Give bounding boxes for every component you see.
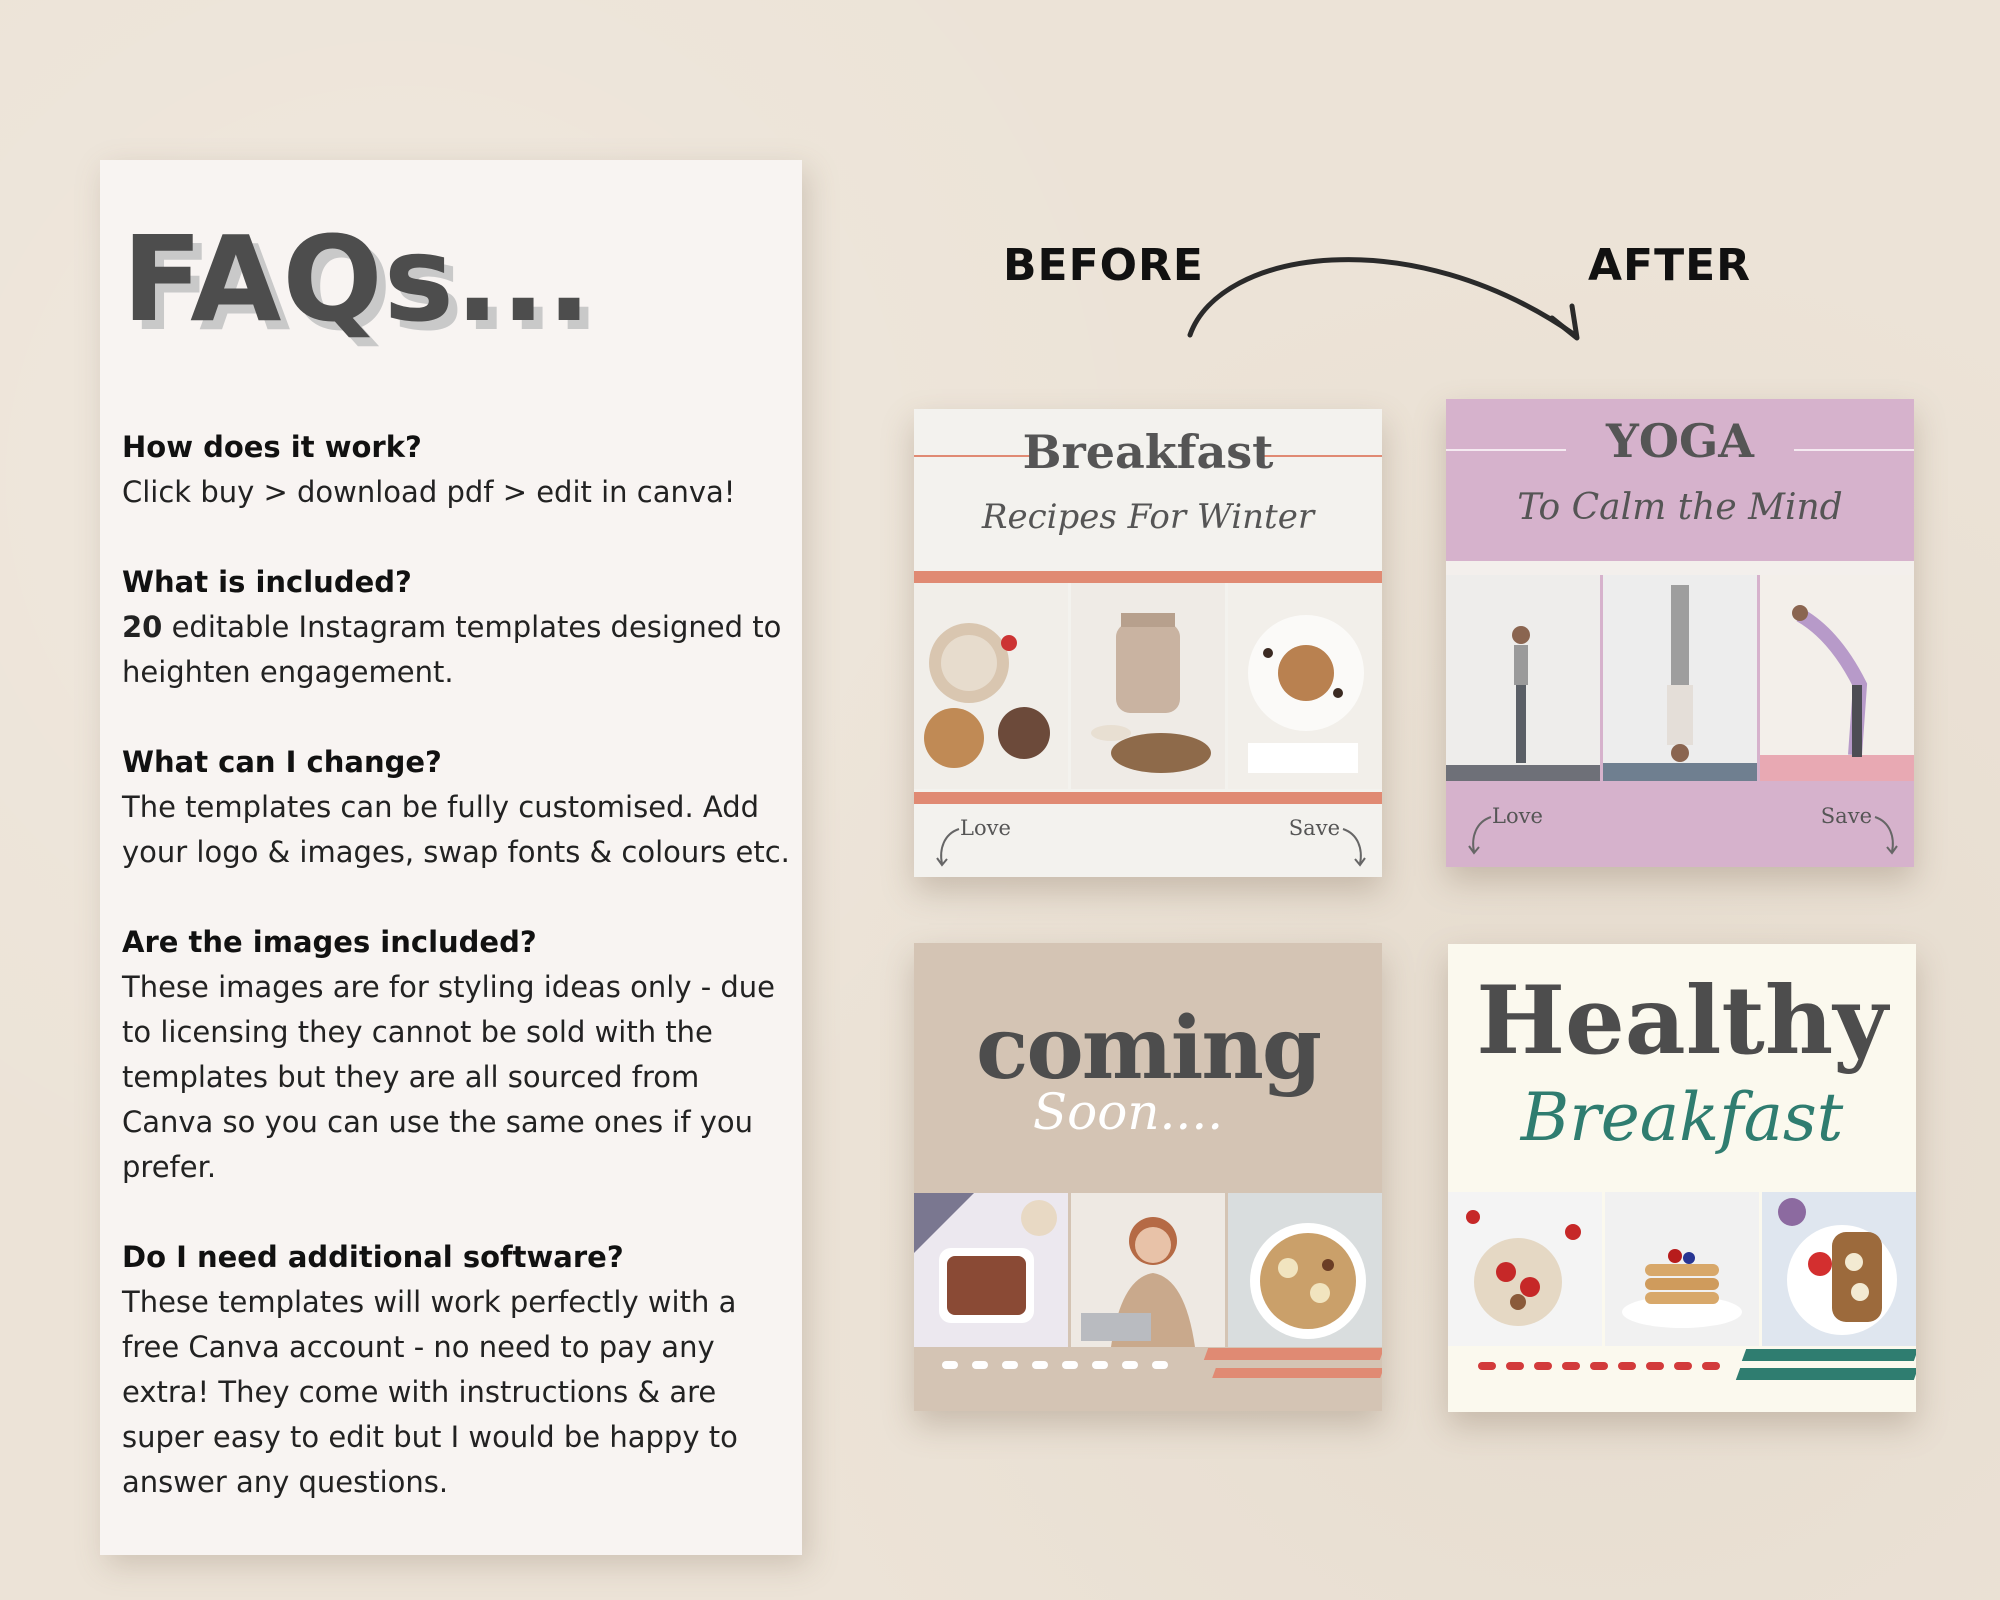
dot bbox=[1092, 1361, 1108, 1369]
card-script: Soon.... bbox=[1032, 1083, 1224, 1141]
food-photo-yogurt-berries bbox=[1448, 1192, 1602, 1346]
card-title: Breakfast bbox=[1022, 425, 1274, 479]
love-label: Love bbox=[1492, 804, 1543, 828]
faq-item-images bbox=[122, 920, 792, 1190]
faq-list bbox=[122, 425, 792, 1550]
dash bbox=[1646, 1362, 1664, 1370]
curved-arrow-left-icon bbox=[934, 824, 964, 869]
faq-item-change bbox=[122, 740, 792, 875]
dot bbox=[1002, 1361, 1018, 1369]
dot bbox=[1062, 1361, 1078, 1369]
love-label: Love bbox=[960, 816, 1011, 840]
red-dashes-row bbox=[1478, 1362, 1738, 1372]
after-label: AFTER bbox=[1588, 240, 1752, 291]
yoga-photo-backbend bbox=[1760, 575, 1914, 781]
faq-answer: Click buy > download pdf > edit in canva! bbox=[122, 475, 736, 509]
faq-panel bbox=[100, 160, 802, 1555]
dot bbox=[1032, 1361, 1048, 1369]
card-script: To Calm the Mind bbox=[1517, 487, 1843, 528]
woman-photo bbox=[1071, 1193, 1225, 1347]
save-label: Save bbox=[1820, 804, 1872, 828]
template-count: 20 bbox=[122, 610, 163, 644]
food-photo-bowl bbox=[914, 583, 1068, 789]
coral-band-bottom bbox=[914, 792, 1382, 804]
food-photo-granola bbox=[914, 1193, 1068, 1347]
template-card-breakfast bbox=[914, 409, 1382, 877]
before-label: BEFORE bbox=[1003, 240, 1204, 291]
dash bbox=[1590, 1362, 1608, 1370]
food-photo-porridge bbox=[1228, 1193, 1382, 1347]
faq-answer-text: editable Instagram templates designed to heighten engagement. bbox=[122, 610, 782, 689]
faq-answer: These images are for styling ideas only - due to licensing they cannot be sold with the templates but they are all sourced from Canva so you can use the same ones if you prefer. bbox=[122, 970, 776, 1184]
faq-title: FAQs... bbox=[122, 210, 593, 348]
teal-stroke bbox=[1742, 1349, 1916, 1361]
dot bbox=[942, 1361, 958, 1369]
card-title: coming bbox=[975, 998, 1321, 1099]
dash bbox=[1506, 1362, 1524, 1370]
curved-arrow-icon bbox=[1180, 240, 1600, 350]
faq-answer: The templates can be fully customised. Add your logo & images, swap fonts & colours etc. bbox=[122, 790, 790, 869]
yoga-photo-tree-pose bbox=[1446, 575, 1600, 781]
food-photo-pancake bbox=[1228, 583, 1382, 789]
faq-item-included bbox=[122, 560, 792, 695]
faq-answer: These templates will work perfectly with a free Canva account - no need to pay any extra! They come with instructions & are super easy to edit but I would be happy to answer any questions. bbox=[122, 1285, 738, 1499]
faq-answer bbox=[122, 605, 792, 695]
coral-band-top bbox=[914, 571, 1382, 583]
card-title: Healthy bbox=[1476, 966, 1888, 1076]
food-photo-pancake-stack bbox=[1605, 1192, 1759, 1346]
curved-arrow-left-icon bbox=[1466, 812, 1496, 857]
dash bbox=[1478, 1362, 1496, 1370]
yoga-photo-headstand bbox=[1603, 575, 1757, 781]
dot bbox=[972, 1361, 988, 1369]
teal-stroke bbox=[1736, 1368, 1916, 1380]
faq-item-software bbox=[122, 1235, 792, 1505]
dash bbox=[1674, 1362, 1692, 1370]
food-photo-jar bbox=[1071, 583, 1225, 789]
light-band-top bbox=[1446, 561, 1914, 575]
card-script: Recipes For Winter bbox=[981, 497, 1315, 537]
faq-question: What can I change? bbox=[122, 745, 442, 779]
coral-stroke bbox=[1212, 1368, 1382, 1378]
template-card-yoga bbox=[1446, 399, 1914, 867]
faq-question: Do I need additional software? bbox=[122, 1240, 624, 1274]
dash bbox=[1702, 1362, 1720, 1370]
faq-question: Are the images included? bbox=[122, 925, 537, 959]
template-card-healthy-breakfast bbox=[1448, 944, 1916, 1412]
dash bbox=[1618, 1362, 1636, 1370]
dots-row bbox=[942, 1361, 1202, 1371]
template-card-coming-soon bbox=[914, 943, 1382, 1411]
dash bbox=[1534, 1362, 1552, 1370]
curved-arrow-right-icon bbox=[1870, 812, 1900, 857]
dot bbox=[1152, 1361, 1168, 1369]
coral-stroke bbox=[1204, 1348, 1382, 1360]
card-script: Breakfast bbox=[1520, 1079, 1844, 1156]
faq-question: What is included? bbox=[122, 565, 412, 599]
card-title: YOGA bbox=[1606, 414, 1754, 468]
faq-item-how-it-works bbox=[122, 425, 792, 515]
food-photo-toast-fruit bbox=[1762, 1192, 1916, 1346]
save-label: Save bbox=[1288, 816, 1340, 840]
dash bbox=[1562, 1362, 1580, 1370]
faq-question: How does it work? bbox=[122, 430, 422, 464]
dot bbox=[1122, 1361, 1138, 1369]
curved-arrow-right-icon bbox=[1338, 824, 1368, 869]
